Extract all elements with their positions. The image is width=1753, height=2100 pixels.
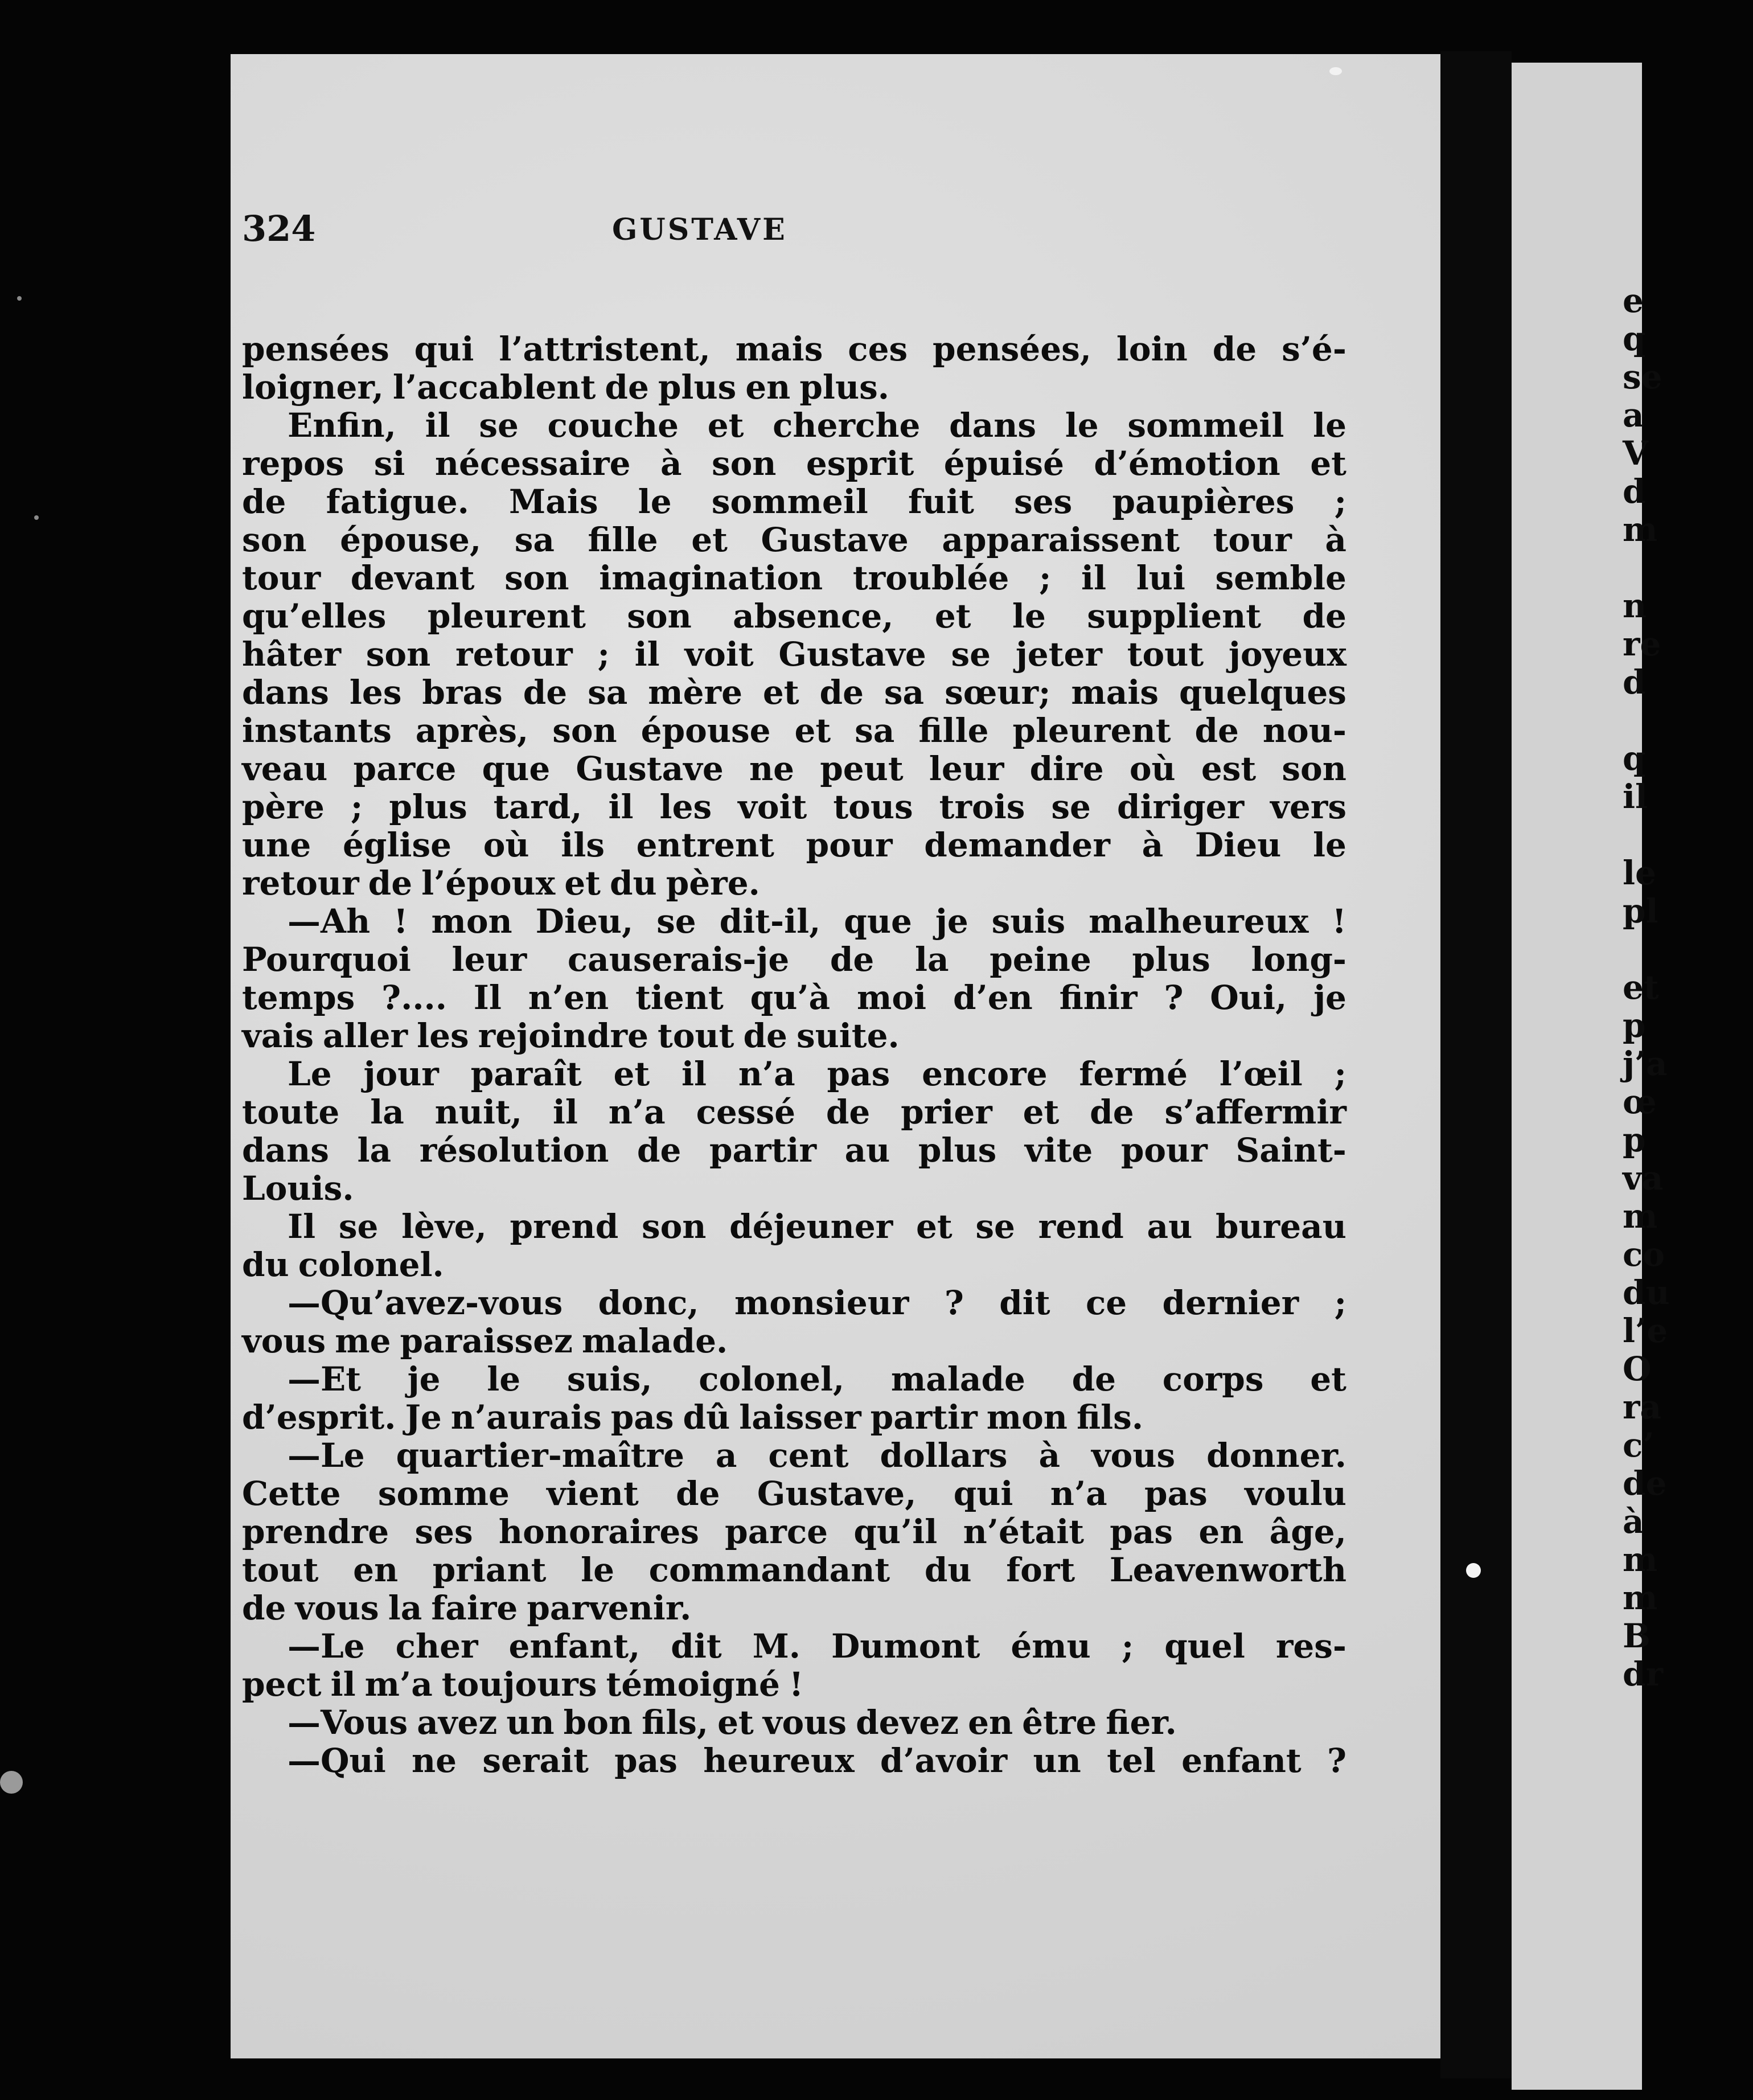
- page-number: 324: [242, 208, 316, 249]
- text-line: repos si nécessaire à son esprit épuisé d’émotion et: [242, 444, 1346, 483]
- text-line: une église où ils entrent pour demander à Dieu le: [242, 826, 1346, 864]
- text-line: Enfin, il se couche et cherche dans le sommeil le: [288, 406, 1346, 445]
- right-page-fragment: e: [1623, 281, 1644, 320]
- text-line: —Vous avez un bon fils, et vous devez en être fier.: [288, 1703, 1177, 1742]
- text-line: vais aller les rejoindre tout de suite.: [242, 1016, 900, 1055]
- text-line: Cette somme vient de Gustave, qui n’a pas voulu: [242, 1474, 1346, 1513]
- right-page-fragment: j’a: [1623, 1044, 1668, 1083]
- text-line: —Le quartier-maître a cent dollars à vous donner.: [288, 1436, 1346, 1475]
- book-gutter: [1440, 51, 1512, 2078]
- right-page-fragment: œ: [1623, 1082, 1657, 1121]
- right-page-fragment: q: [1623, 739, 1646, 778]
- right-page-fragment: re: [1623, 625, 1661, 663]
- right-page-fragment: va: [1623, 1159, 1664, 1197]
- running-title: GUSTAVE: [612, 212, 787, 247]
- right-page-fragment: c’: [1623, 1426, 1655, 1465]
- text-line: dans la résolution de partir au plus vite pour Saint-: [242, 1131, 1346, 1170]
- right-page-fragment: m: [1623, 510, 1658, 549]
- right-page-fragment: et: [1623, 968, 1659, 1007]
- right-page-fragment: de: [1623, 1464, 1667, 1503]
- text-line: —Qu’avez-vous donc, monsieur ? dit ce dernier ;: [288, 1283, 1346, 1322]
- text-line: instants après, son épouse et sa fille pleurent de nou-: [242, 711, 1346, 750]
- right-page-fragment: d: [1623, 472, 1646, 511]
- right-page-fragment: m: [1623, 1578, 1658, 1617]
- right-page-fragment: d: [1623, 663, 1646, 702]
- right-page-fragment: à: [1623, 1502, 1644, 1541]
- right-page-fragment: m: [1623, 1197, 1658, 1236]
- right-page-fragment: ra: [1623, 1388, 1662, 1426]
- text-line: de fatigue. Mais le sommeil fuit ses paupières ;: [242, 482, 1346, 521]
- text-line: veau parce que Gustave ne peut leur dire où est son: [242, 749, 1346, 788]
- text-line: —Ah ! mon Dieu, se dit-il, que je suis malheureux !: [288, 902, 1346, 941]
- text-line: dans les bras de sa mère et de sa sœur; mais quelques: [242, 673, 1346, 712]
- right-page-fragment: B: [1623, 1617, 1651, 1655]
- right-page-fragment: q: [1623, 319, 1646, 358]
- right-page-fragment: se: [1623, 358, 1662, 396]
- text-line: Louis.: [242, 1169, 354, 1208]
- text-line: père ; plus tard, il les voit tous trois se diriger vers: [242, 788, 1346, 826]
- right-page-fragment: co: [1623, 1235, 1665, 1274]
- scan-speck: [0, 1771, 23, 1794]
- body-text: [242, 330, 1346, 1780]
- scan-speck: [17, 296, 22, 301]
- right-page-fragment: O: [1623, 1350, 1652, 1388]
- right-page-fragment: pl: [1623, 892, 1658, 930]
- scan-speck: [1329, 67, 1342, 75]
- text-line: retour de l’époux et du père.: [242, 864, 760, 903]
- text-line: loigner, l’accablent de plus en plus.: [242, 368, 889, 407]
- text-line: pensées qui l’attristent, mais ces pensées, loin de s’é-: [242, 330, 1346, 368]
- scan-speck: [1466, 1563, 1481, 1578]
- text-line: tout en priant le commandant du fort Leavenworth: [242, 1551, 1346, 1589]
- right-page-fragment: p: [1623, 1006, 1646, 1045]
- text-line: vous me paraissez malade.: [242, 1322, 728, 1360]
- right-page-fragment: le: [1623, 854, 1656, 892]
- text-line: qu’elles pleurent son absence, et le supplient de: [242, 597, 1346, 635]
- right-page-fragment: V: [1623, 434, 1649, 473]
- right-page-fragment: dr: [1623, 1655, 1664, 1693]
- text-line: Le jour paraît et il n’a pas encore fermé l’œil ;: [288, 1055, 1346, 1093]
- text-line: d’esprit. Je n’aurais pas dû laisser partir mon fils.: [242, 1398, 1144, 1437]
- right-page-edge: [1512, 63, 1670, 2090]
- text-line: hâter son retour ; il voit Gustave se jeter tout joyeux: [242, 635, 1346, 674]
- text-line: temps ?.... Il n’en tient qu’à moi d’en finir ? Oui, je: [242, 978, 1346, 1017]
- right-page-fragment: m: [1623, 1540, 1658, 1579]
- text-line: tour devant son imagination troublée ; il lui semble: [242, 559, 1346, 597]
- right-page-fragment: a: [1623, 396, 1644, 434]
- right-page-fragment: il: [1623, 777, 1648, 816]
- text-line: prendre ses honoraires parce qu’il n’était pas en âge,: [242, 1512, 1346, 1551]
- right-page-fragment: l’e: [1623, 1311, 1668, 1350]
- text-line: toute la nuit, il n’a cessé de prier et de s’affermir: [242, 1093, 1346, 1131]
- text-line: pect il m’a toujours témoigné !: [242, 1665, 804, 1704]
- text-line: de vous la faire parvenir.: [242, 1589, 692, 1627]
- page-header: [242, 208, 1352, 293]
- text-line: son épouse, sa fille et Gustave apparaissent tour à: [242, 520, 1346, 559]
- right-page-fragment: p: [1623, 1121, 1646, 1159]
- text-line: Il se lève, prend son déjeuner et se rend au bureau: [288, 1207, 1346, 1246]
- text-line: du colonel.: [242, 1245, 444, 1284]
- right-page-fragment: n: [1623, 586, 1647, 625]
- text-line: —Le cher enfant, dit M. Dumont ému ; quel res-: [288, 1627, 1346, 1666]
- right-page-fragment: du: [1623, 1273, 1670, 1312]
- scan-speck: [34, 515, 39, 520]
- text-line: —Qui ne serait pas heureux d’avoir un tel enfant ?: [288, 1741, 1346, 1780]
- text-line: —Et je le suis, colonel, malade de corps et: [288, 1360, 1346, 1398]
- text-line: Pourquoi leur causerais-je de la peine plus long-: [242, 940, 1346, 979]
